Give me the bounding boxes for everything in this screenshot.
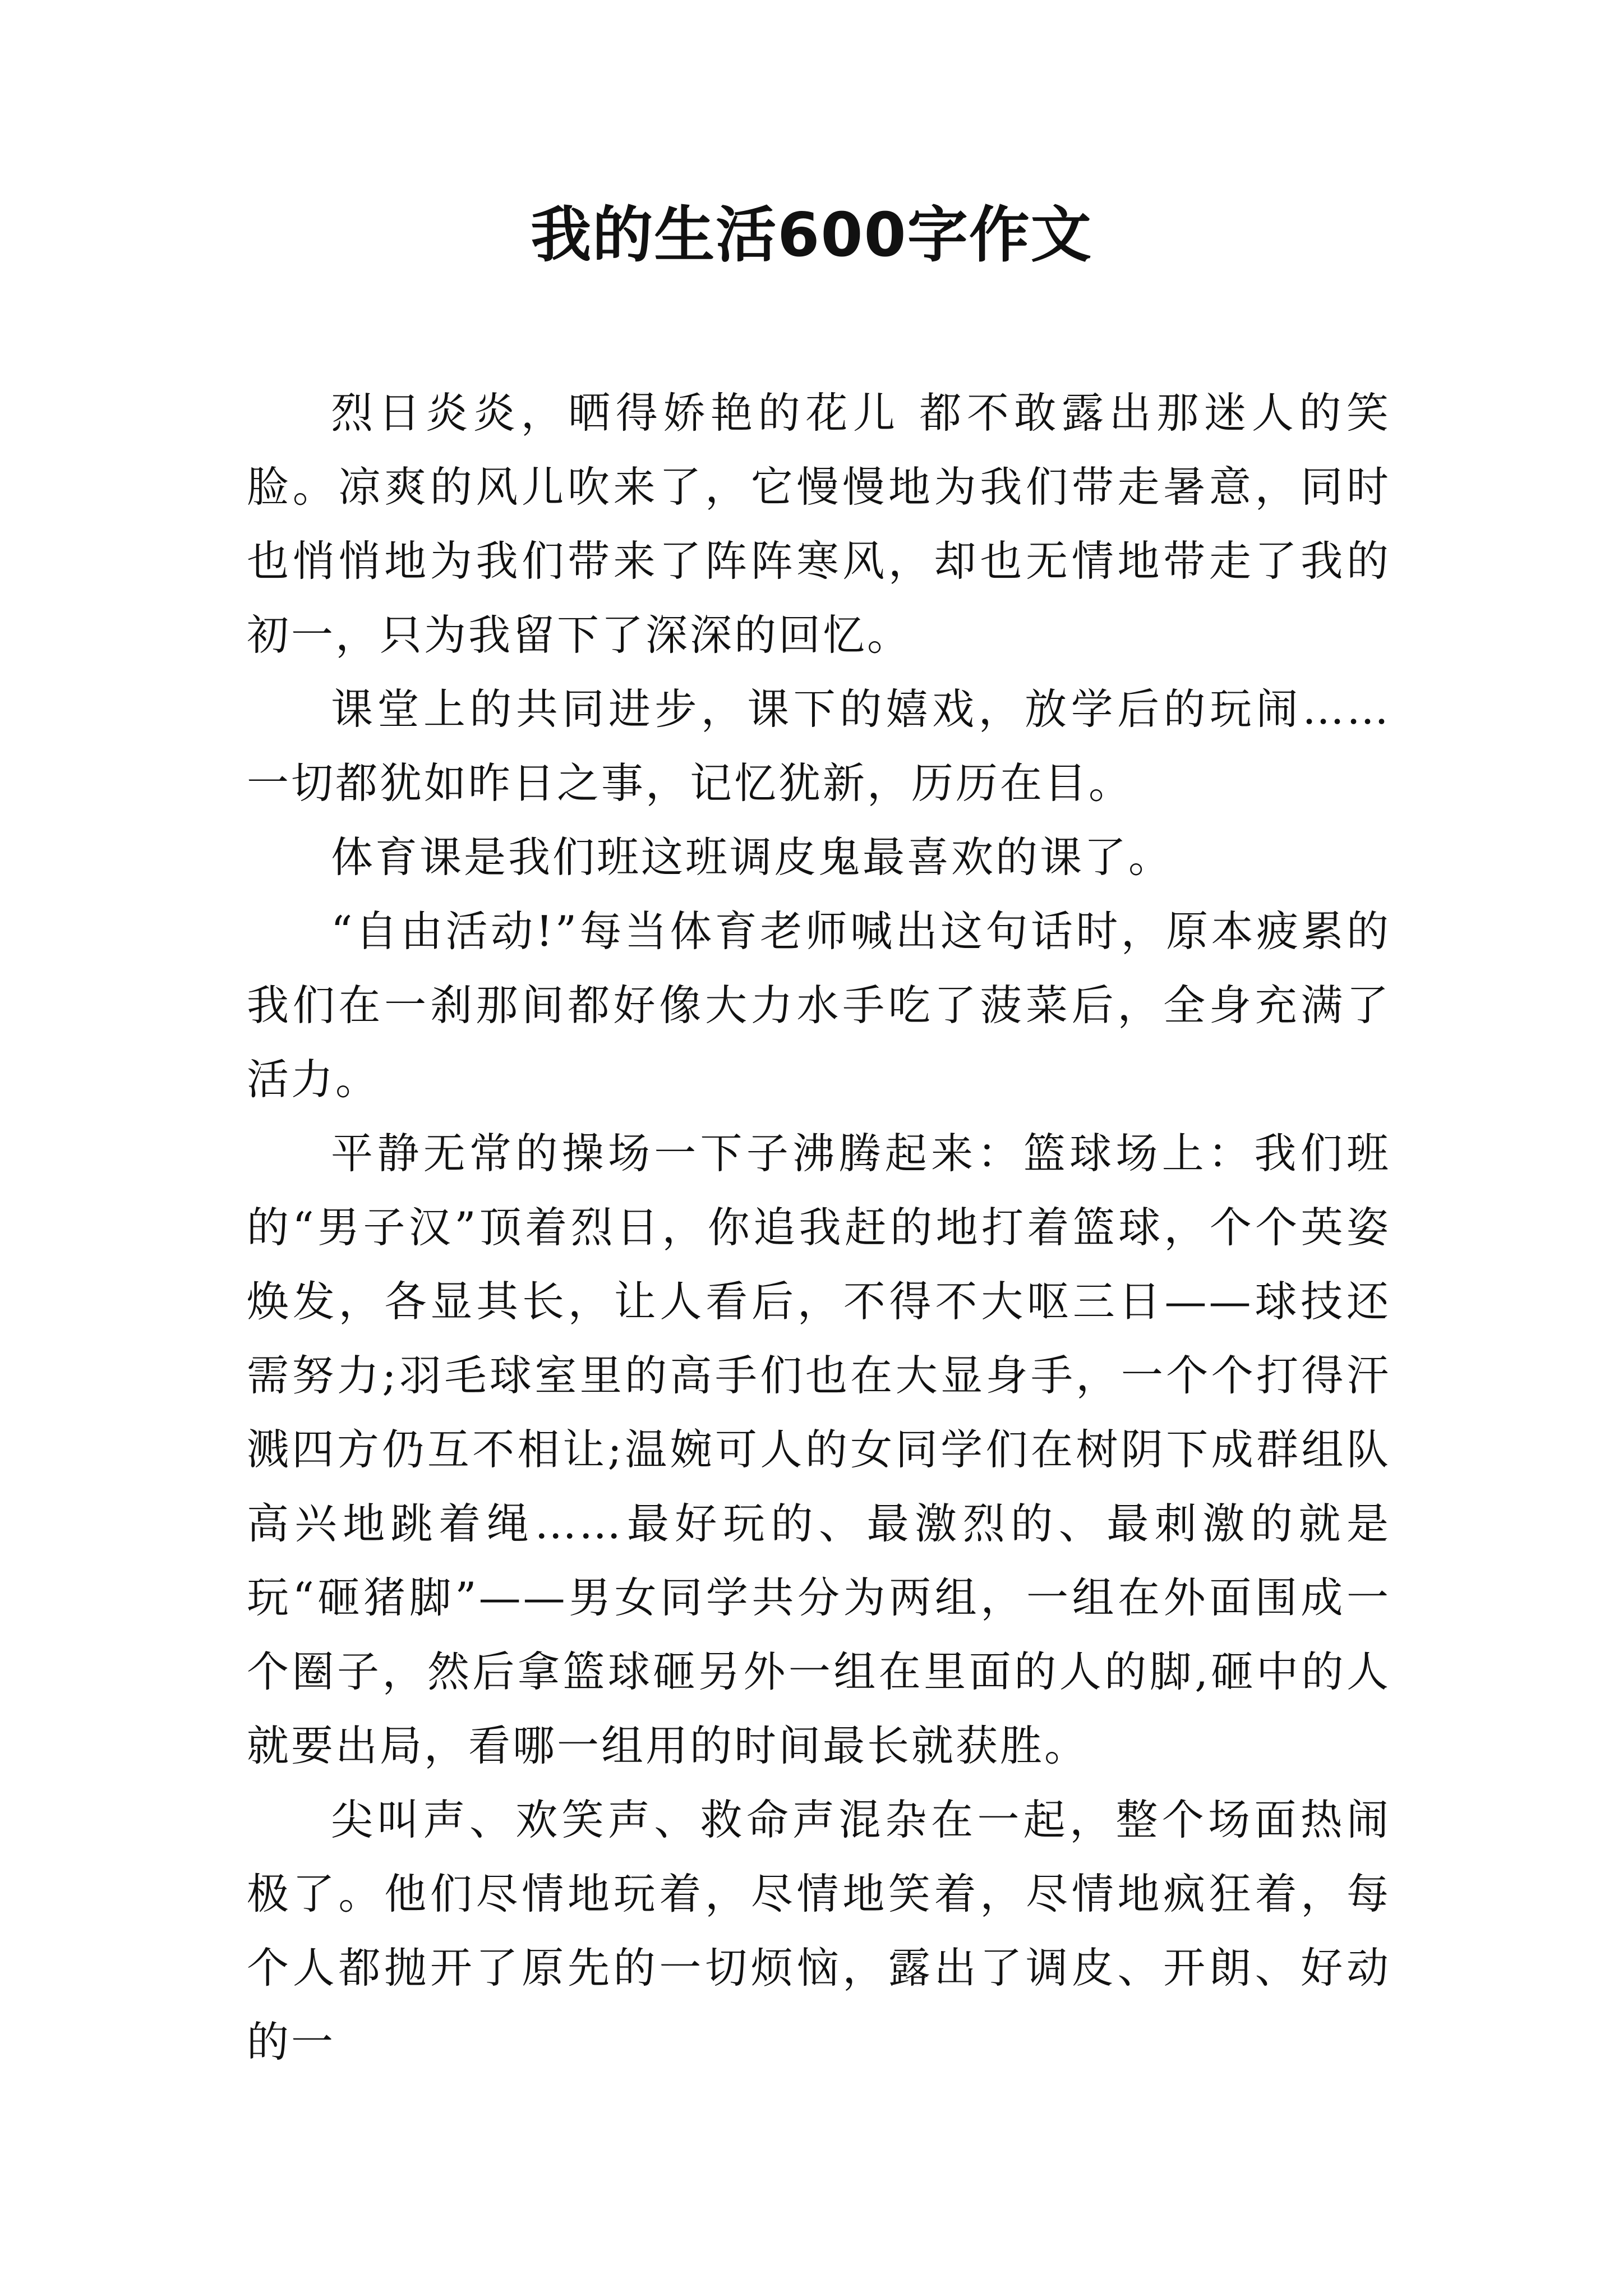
paragraph: 课堂上的共同进步，课下的嬉戏，放学后的玩闹……一切都犹如昨日之事，记忆犹新，历历在目。	[247, 684, 1391, 808]
paragraph: 尖叫声、欢笑声、救命声混杂在一起，整个场面热闹极了。他们尽情地玩着，尽情地笑着，尽情地疯狂着，每个人都抛开了原先的一切烦恼，露出了调皮、开朗、好动的一	[247, 1795, 1391, 2067]
paragraph: 体育课是我们班这班调皮鬼最喜欢的课了。	[331, 832, 1173, 882]
paragraph: 平静无常的操场一下子沸腾起来：篮球场上：我们班的“男子汉”顶着烈日，你追我赶的地打着篮球，个个英姿焕发，各显其长，让人看后，不得不大呕三日——球技还需努力;羽毛球室里的高手们也在大显身手，一个个打得汗溅四方仍互不相让;温婉可人的女同学们在树阴下成群组队高兴地跳着绳……最好玩的、最激烈的、最刺激的就是玩“砸猪脚”——男女同学共分为两组，一组在外面围成一个圈子，然后拿篮球砸另外一组在里面的人的脚,砸中的人就要出局，看哪一组用的时间最长就获胜。	[247, 1129, 1391, 1770]
document-title: 我的生活600字作文	[531, 200, 1092, 270]
document-body	[247, 376, 1391, 2079]
paragraph: 烈日炎炎，晒得娇艳的花儿 都不敢露出那迷人的笑脸。凉爽的风儿吹来了，它慢慢地为我们带走暑意，同时也悄悄地为我们带来了阵阵寒风，却也无情地带走了我的初一，只为我留下了深深的回忆。	[247, 388, 1391, 660]
paragraph: “自由活动!”每当体育老师喊出这句话时，原本疲累的我们在一刹那间都好像大力水手吃了菠菜后，全身充满了活力。	[247, 907, 1391, 1104]
